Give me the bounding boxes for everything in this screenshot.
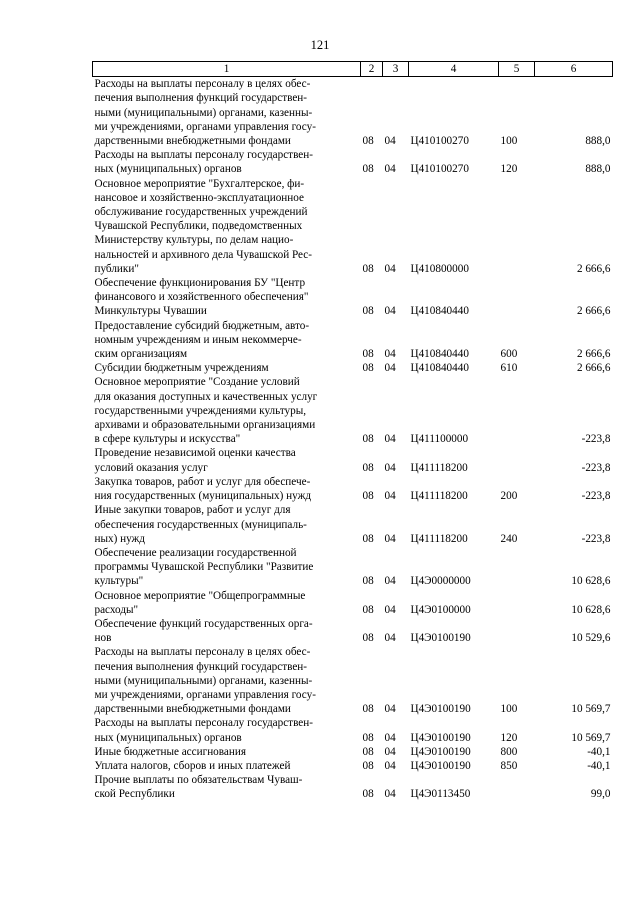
row-description — [93, 645, 361, 716]
subsection-code: 04 — [384, 532, 396, 545]
section-code: 08 — [362, 490, 374, 503]
row-description — [93, 745, 361, 759]
subsection-code: 04 — [384, 461, 396, 474]
row-description — [93, 177, 361, 276]
target-article-code: Ц411118200 — [410, 532, 468, 545]
description-line: дарственными внебюджетными фондами — [94, 135, 291, 148]
section-code: 08 — [362, 575, 374, 588]
description-line: Обеспечение реализации государственной — [94, 546, 297, 559]
expense-type-code: 100 — [500, 703, 518, 716]
subsection-code: 04 — [384, 305, 396, 318]
description-line: обеспечения государственных (муниципаль- — [94, 518, 307, 531]
target-article-code: Ц4Э0100190 — [410, 632, 471, 645]
section-code: 08 — [362, 632, 374, 645]
amount: -223,8 — [581, 490, 611, 503]
target-article-code: Ц4Э0100190 — [410, 745, 471, 758]
expense-type-code: 100 — [500, 135, 518, 148]
description-line: ми учреждениями, органами управления госу- — [94, 688, 316, 701]
section-code: 08 — [362, 163, 374, 176]
description-line: программы Чувашской Республики "Развитие — [94, 561, 314, 574]
row-description — [93, 446, 361, 474]
amount: 10 628,6 — [571, 575, 611, 588]
target-article-code: Ц410100270 — [410, 163, 469, 176]
expense-type-code — [499, 617, 535, 645]
expense-type-code — [499, 177, 535, 276]
subsection-code: 04 — [384, 348, 396, 361]
expense-type-code — [499, 773, 535, 801]
description-line: Расходы на выплаты персоналу государствен- — [94, 717, 313, 730]
section-code: 08 — [362, 348, 374, 361]
row-description — [93, 617, 361, 645]
description-line: ных) нужд — [94, 532, 145, 545]
column-header-4: 4 — [409, 62, 499, 77]
table-row — [93, 503, 613, 546]
table-row — [93, 546, 613, 589]
section-code: 08 — [362, 305, 374, 318]
row-description — [93, 319, 361, 362]
row-description — [93, 589, 361, 617]
table-row — [93, 716, 613, 744]
amount: 2 666,6 — [576, 362, 611, 375]
row-description — [93, 716, 361, 744]
description-line: Обеспечение функционирования БУ "Центр — [94, 277, 306, 290]
description-line: ским организациям — [94, 348, 188, 361]
description-line: расходы" — [94, 603, 139, 616]
description-line: условий оказания услуг — [94, 461, 208, 474]
amount: -40,1 — [587, 745, 611, 758]
expense-type-code: 800 — [500, 745, 518, 758]
target-article-code: Ц410800000 — [410, 262, 469, 275]
table-row — [93, 589, 613, 617]
amount: -40,1 — [587, 759, 611, 772]
description-line: Обеспечение функций государственных орга- — [94, 617, 313, 630]
description-line: Закупка товаров, работ и услуг для обеспече- — [94, 475, 311, 488]
table-row — [93, 759, 613, 773]
row-description — [93, 503, 361, 546]
target-article-code: Ц4Э0100190 — [410, 703, 471, 716]
description-line: ных (муниципальных) органов — [94, 163, 242, 176]
description-line: ных (муниципальных) органов — [94, 731, 242, 744]
description-line: дарственными внебюджетными фондами — [94, 703, 291, 716]
description-line: нансовое и хозяйственно-эксплуатационное — [94, 191, 304, 204]
budget-table — [92, 61, 613, 802]
table-body — [93, 77, 613, 802]
subsection-code: 04 — [384, 362, 396, 375]
row-description — [93, 276, 361, 319]
section-code: 08 — [362, 433, 374, 446]
section-code: 08 — [362, 788, 374, 801]
description-line: Субсидии бюджетным учреждениям — [94, 362, 269, 375]
table-row — [93, 446, 613, 474]
description-line: ными (муниципальными) органами, казенны- — [94, 674, 313, 687]
table-row — [93, 276, 613, 319]
target-article-code: Ц4Э0000000 — [410, 575, 471, 588]
description-line: нов — [94, 632, 112, 645]
subsection-code: 04 — [384, 575, 396, 588]
description-line: Уплата налогов, сборов и иных платежей — [94, 759, 291, 772]
subsection-code: 04 — [384, 262, 396, 275]
table-row — [93, 177, 613, 276]
target-article-code: Ц411118200 — [410, 490, 468, 503]
description-line: Проведение независимой оценки качества — [94, 447, 296, 460]
section-code: 08 — [362, 603, 374, 616]
description-line: Предоставление субсидий бюджетным, авто- — [94, 319, 310, 332]
section-code: 08 — [362, 759, 374, 772]
row-description — [93, 375, 361, 446]
description-line: Основное мероприятие "Создание условий — [94, 376, 300, 389]
amount: 10 529,6 — [571, 632, 611, 645]
expense-type-code — [499, 276, 535, 319]
subsection-code: 04 — [384, 163, 396, 176]
description-line: Расходы на выплаты персоналу государствен- — [94, 149, 313, 162]
description-line: публики" — [94, 262, 139, 275]
amount: 10 569,7 — [571, 731, 611, 744]
expense-type-code: 610 — [500, 362, 518, 375]
description-line: Расходы на выплаты персоналу в целях обес- — [94, 78, 311, 91]
description-line: Иные закупки товаров, работ и услуг для — [94, 504, 291, 517]
subsection-code: 04 — [384, 433, 396, 446]
amount: 2 666,6 — [576, 348, 611, 361]
table-row — [93, 617, 613, 645]
row-description — [93, 361, 361, 375]
section-code: 08 — [362, 731, 374, 744]
subsection-code: 04 — [384, 490, 396, 503]
column-header-2: 2 — [361, 62, 383, 77]
table-row — [93, 475, 613, 503]
subsection-code: 04 — [384, 745, 396, 758]
expense-type-code: 200 — [500, 490, 518, 503]
expense-type-code — [499, 375, 535, 446]
expense-type-code: 600 — [500, 348, 518, 361]
subsection-code: 04 — [384, 632, 396, 645]
description-line: печения выполнения функций государствен- — [94, 660, 308, 673]
table-row — [93, 319, 613, 362]
description-line: ми учреждениями, органами управления госу- — [94, 120, 316, 133]
section-code: 08 — [362, 703, 374, 716]
expense-type-code: 120 — [500, 163, 518, 176]
amount: 99,0 — [590, 788, 611, 801]
amount: 888,0 — [585, 135, 611, 148]
description-line: ния государственных (муниципальных) нужд — [94, 490, 312, 503]
description-line: в сфере культуры и искусства" — [94, 433, 241, 446]
subsection-code: 04 — [384, 788, 396, 801]
amount: 10 628,6 — [571, 603, 611, 616]
target-article-code: Ц410100270 — [410, 135, 469, 148]
description-line: культуры" — [94, 575, 144, 588]
table-row — [93, 773, 613, 801]
amount: 2 666,6 — [576, 262, 611, 275]
description-line: Основное мероприятие "Бухгалтерское, фи- — [94, 177, 305, 190]
table-header-row — [93, 62, 613, 77]
target-article-code: Ц4Э0100190 — [410, 731, 471, 744]
expense-type-code: 850 — [500, 759, 518, 772]
target-article-code: Ц410840440 — [410, 305, 469, 318]
subsection-code: 04 — [384, 703, 396, 716]
expense-type-code: 240 — [500, 532, 518, 545]
description-line: Министерству культуры, по делам нацио- — [94, 234, 294, 247]
description-line: Прочие выплаты по обязательствам Чуваш- — [94, 774, 303, 787]
description-line: финансового и хозяйственного обеспечения" — [94, 291, 309, 304]
expense-type-code — [499, 446, 535, 474]
description-line: ской Республики — [94, 788, 175, 801]
column-header-1: 1 — [93, 62, 361, 77]
amount: 2 666,6 — [576, 305, 611, 318]
row-description — [93, 759, 361, 773]
description-line: нальностей и архивного дела Чувашской Рес- — [94, 248, 312, 261]
table-row — [93, 77, 613, 149]
description-line: Основное мероприятие "Общепрограммные — [94, 589, 306, 602]
description-line: для оказания доступных и качественных услуг — [94, 390, 318, 403]
target-article-code: Ц4Э0100000 — [410, 603, 471, 616]
section-code: 08 — [362, 532, 374, 545]
description-line: печения выполнения функций государствен- — [94, 92, 308, 105]
description-line: Иные бюджетные ассигнования — [94, 745, 246, 758]
subsection-code: 04 — [384, 759, 396, 772]
description-line: Чувашской Республики, подведомственных — [94, 220, 303, 233]
amount: 10 569,7 — [571, 703, 611, 716]
amount: 888,0 — [585, 163, 611, 176]
section-code: 08 — [362, 745, 374, 758]
description-line: обслуживание государственных учреждений — [94, 206, 308, 219]
target-article-code: Ц4Э0100190 — [410, 759, 471, 772]
section-code: 08 — [362, 135, 374, 148]
row-description — [93, 475, 361, 503]
subsection-code: 04 — [384, 135, 396, 148]
target-article-code: Ц411100000 — [410, 433, 469, 446]
expense-type-code — [499, 546, 535, 589]
section-code: 08 — [362, 461, 374, 474]
subsection-code: 04 — [384, 603, 396, 616]
column-header-6: 6 — [535, 62, 613, 77]
section-code: 08 — [362, 362, 374, 375]
amount: -223,8 — [581, 461, 611, 474]
description-line: номным учреждениям и иным некоммерче- — [94, 333, 302, 346]
target-article-code: Ц410840440 — [410, 348, 469, 361]
page-number: 121 — [310, 38, 330, 52]
row-description — [93, 773, 361, 801]
amount: -223,8 — [581, 532, 611, 545]
description-line: архивами и образовательными организациями — [94, 419, 316, 432]
target-article-code: Ц411118200 — [410, 461, 468, 474]
expense-type-code: 120 — [500, 731, 518, 744]
amount: -223,8 — [581, 433, 611, 446]
expense-type-code — [499, 589, 535, 617]
row-description — [93, 546, 361, 589]
section-code: 08 — [362, 262, 374, 275]
description-line: Минкультуры Чувашии — [94, 305, 207, 318]
description-line: государственными учреждениями культуры, — [94, 404, 307, 417]
table-row — [93, 645, 613, 716]
table-row — [93, 375, 613, 446]
target-article-code: Ц4Э0113450 — [410, 788, 471, 801]
target-article-code: Ц410840440 — [410, 362, 469, 375]
subsection-code: 04 — [384, 731, 396, 744]
description-line: Расходы на выплаты персоналу в целях обес- — [94, 646, 311, 659]
column-header-3: 3 — [383, 62, 409, 77]
description-line: ными (муниципальными) органами, казенны- — [94, 106, 313, 119]
row-description — [93, 77, 361, 149]
table-row — [93, 745, 613, 759]
column-header-5: 5 — [499, 62, 535, 77]
table-row — [93, 148, 613, 176]
row-description — [93, 148, 361, 176]
table-row — [93, 361, 613, 375]
